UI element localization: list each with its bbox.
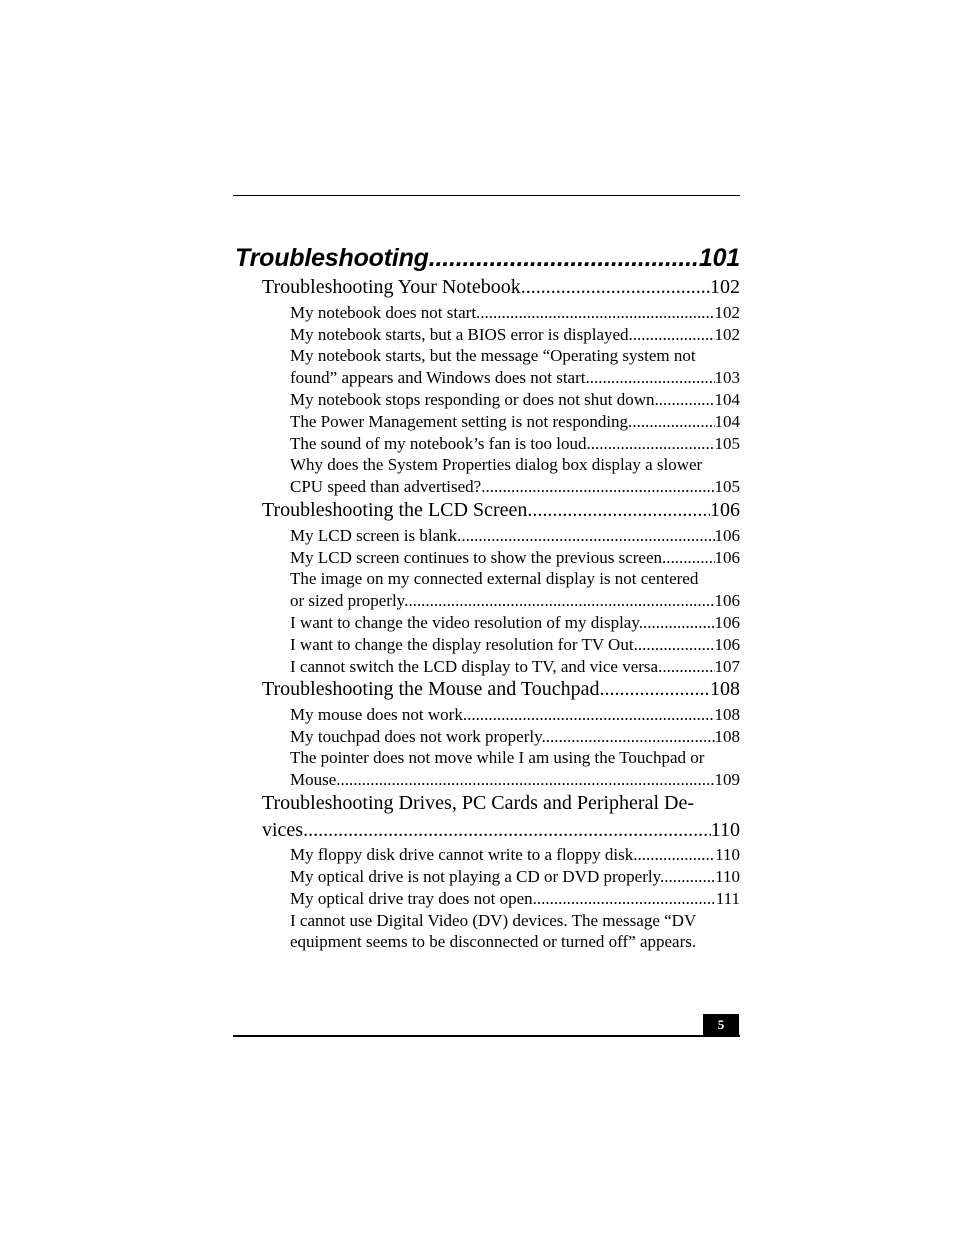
entry-page: 106 <box>714 613 740 632</box>
entry-page: 106 <box>714 591 740 610</box>
entry-page: 110 <box>715 867 740 886</box>
entry-page: 106 <box>714 548 740 567</box>
entry-title: My notebook stops responding or does not shut down. <box>290 390 659 409</box>
entry-title: My optical drive is not playing a CD or DVD properly. <box>290 867 665 886</box>
entry-title: The sound of my notebook’s fan is too loud. <box>290 434 591 453</box>
entry-page: 106 <box>714 635 740 654</box>
leader-dots <box>590 368 715 388</box>
leader-dots <box>527 499 710 522</box>
chapter-entry[interactable] <box>235 244 740 276</box>
entry-page: 102 <box>714 325 740 344</box>
page-number: 5 <box>703 1014 739 1036</box>
entry-title: My touchpad does not work properly. <box>290 727 546 746</box>
entry-page: 105 <box>714 434 740 453</box>
toc-entry[interactable] <box>290 613 740 635</box>
leader-dots <box>664 867 715 887</box>
toc-entry[interactable] <box>290 526 740 548</box>
toc-entry[interactable] <box>290 548 740 570</box>
entry-page: 111 <box>715 889 740 908</box>
entry-page: 103 <box>714 368 740 387</box>
leader-dots <box>633 845 715 865</box>
leader-dots <box>303 819 711 842</box>
section-page: 102 <box>710 276 740 298</box>
entry-page: 108 <box>714 727 740 746</box>
section-entry[interactable] <box>262 499 740 525</box>
chapter-page: 101 <box>698 244 740 272</box>
entry-page: 106 <box>714 526 740 545</box>
entry-title: My optical drive tray does not open. <box>290 889 537 908</box>
entry-title-line[interactable]: The image on my connected external display is not centered <box>290 569 699 588</box>
entry-title-line[interactable]: I cannot use Digital Video (DV) devices. The message “DV <box>290 911 697 930</box>
section-title-line[interactable]: Troubleshooting Drives, PC Cards and Peripheral De- <box>262 792 694 814</box>
leader-dots <box>480 303 714 323</box>
entry-title-line[interactable]: My notebook starts, but the message “Operating system not <box>290 346 696 365</box>
section-entry[interactable] <box>262 678 740 704</box>
entry-page: 107 <box>714 657 740 676</box>
entry-title: My notebook starts, but a BIOS error is displayed. <box>290 325 633 344</box>
section-title: Troubleshooting the LCD Screen <box>262 499 528 521</box>
entry-title: I cannot switch the LCD display to TV, and vice versa. <box>290 657 663 676</box>
entry-title: I want to change the video resolution of my display. <box>290 613 643 632</box>
entry-title: My notebook does not start. <box>290 303 481 322</box>
entry-title: CPU speed than advertised? <box>290 477 482 496</box>
entry-title: Mouse. <box>290 770 341 789</box>
entry-title-line[interactable]: The pointer does not move while I am using the Touchpad or <box>290 748 705 767</box>
toc-entry[interactable] <box>290 303 740 325</box>
section-page: 110 <box>710 819 740 841</box>
leader-dots <box>633 325 715 345</box>
toc-entry[interactable] <box>290 390 740 412</box>
leader-dots <box>429 244 699 273</box>
leader-dots <box>632 412 714 432</box>
toc-entry[interactable] <box>290 770 740 792</box>
chapter-title: Troubleshooting <box>235 244 429 272</box>
toc-entry[interactable] <box>290 867 740 889</box>
entry-title: My mouse does not work. <box>290 705 468 724</box>
entry-title: or sized properly. <box>290 591 409 610</box>
toc-entry[interactable] <box>290 657 740 679</box>
entry-title: I want to change the display resolution for TV Out <box>290 635 634 654</box>
toc-entry[interactable] <box>290 477 740 499</box>
entry-page: 108 <box>714 705 740 724</box>
toc-entry[interactable] <box>290 705 740 727</box>
entry-title: My LCD screen is blank. <box>290 526 462 545</box>
toc-entry[interactable] <box>290 845 740 867</box>
leader-dots <box>659 390 715 410</box>
leader-dots <box>666 548 714 568</box>
entry-title-line[interactable]: equipment seems to be disconnected or turned off” appears. <box>290 932 697 951</box>
leader-dots <box>546 727 715 747</box>
leader-dots <box>643 613 715 633</box>
entry-title: My LCD screen continues to show the previous screen. <box>290 548 667 567</box>
leader-dots <box>341 770 715 790</box>
entry-title: found” appears and Windows does not start. <box>290 368 590 387</box>
leader-dots <box>634 635 715 655</box>
toc-entry[interactable] <box>290 591 740 613</box>
bottom-rule <box>233 1035 740 1037</box>
section-title: Troubleshooting Your Notebook <box>262 276 521 298</box>
leader-dots <box>662 657 714 677</box>
leader-dots <box>591 434 715 454</box>
leader-dots <box>467 705 714 725</box>
section-page: 106 <box>710 499 740 521</box>
section-title: Troubleshooting the Mouse and Touchpad <box>262 678 600 700</box>
entry-page: 109 <box>714 770 740 789</box>
entry-title: The Power Management setting is not responding. <box>290 412 633 431</box>
toc-entry[interactable] <box>290 889 740 911</box>
leader-dots <box>481 477 714 497</box>
entry-page: 104 <box>714 412 740 431</box>
toc-entry[interactable] <box>290 434 740 456</box>
leader-dots <box>408 591 714 611</box>
entry-page: 105 <box>714 477 740 496</box>
leader-dots <box>461 526 714 546</box>
leader-dots <box>521 276 710 299</box>
toc-entry[interactable] <box>290 727 740 749</box>
toc-entry[interactable] <box>290 412 740 434</box>
entry-title-line[interactable]: Why does the System Properties dialog box display a slower <box>290 455 703 474</box>
toc-entry[interactable] <box>290 325 740 347</box>
section-page: 108 <box>710 678 740 700</box>
entry-title: My floppy disk drive cannot write to a floppy disk <box>290 845 634 864</box>
leader-dots <box>537 889 716 909</box>
entry-page: 104 <box>714 390 740 409</box>
section-title: vices <box>262 819 304 841</box>
toc-entry[interactable] <box>290 368 740 390</box>
toc-entry[interactable] <box>290 635 740 657</box>
entry-page: 110 <box>715 845 740 864</box>
section-entry[interactable] <box>262 276 740 302</box>
section-entry[interactable] <box>262 819 740 845</box>
entry-page: 102 <box>714 303 740 322</box>
leader-dots <box>599 678 710 701</box>
